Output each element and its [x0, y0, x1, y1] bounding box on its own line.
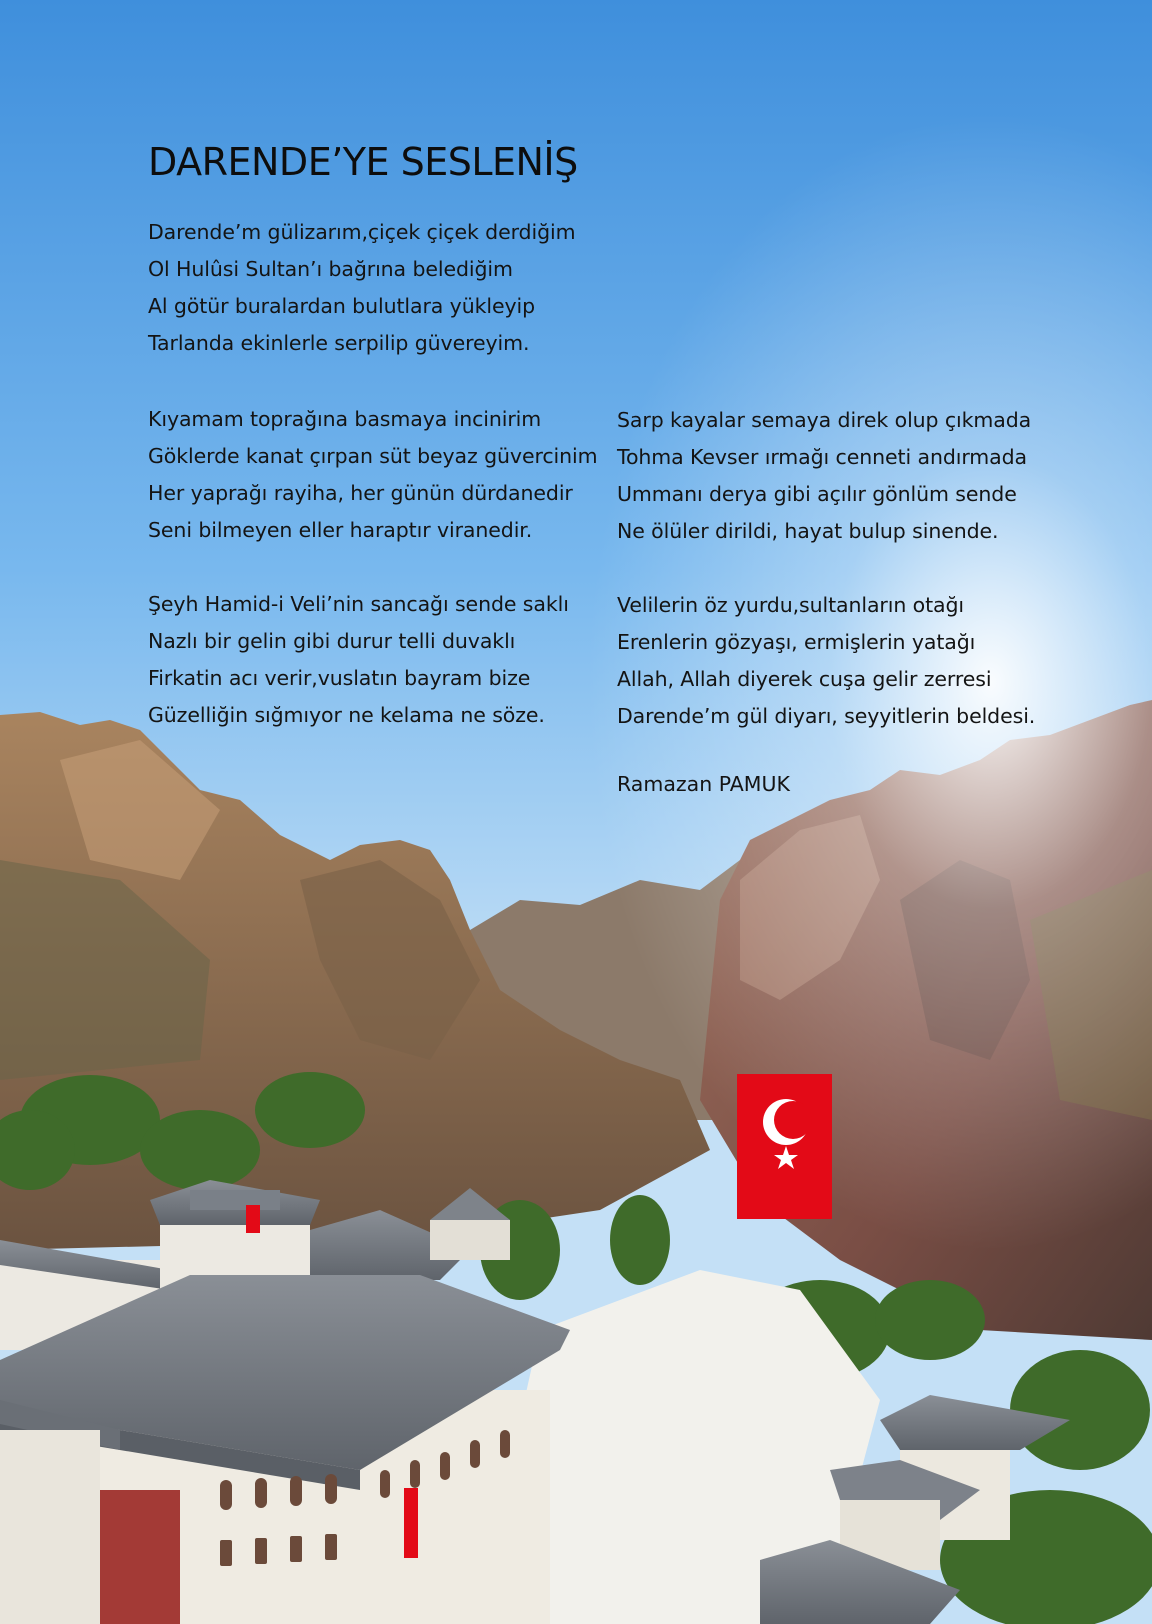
- poem-line: Firkatin acı verir,vuslatın bayram bize: [148, 666, 531, 690]
- poem-line: Erenlerin gözyaşı, ermişlerin yatağı: [617, 630, 976, 654]
- stanza-1: [148, 214, 575, 362]
- poem-line: Ol Hulûsi Sultan’ı bağrına belediğim: [148, 257, 513, 281]
- poem-line: Al götür buralardan bulutlara yükleyip: [148, 294, 536, 318]
- poem-line: Şeyh Hamid-i Veli’nin sancağı sende saklı: [148, 592, 569, 616]
- poem-line: Ummanı derya gibi açılır gönlüm sende: [617, 482, 1017, 506]
- poem-line: Darende’m gülizarım,çiçek çiçek derdiğim: [148, 220, 576, 244]
- poem-line: Tohma Kevser ırmağı cenneti andırmada: [617, 445, 1028, 469]
- poem-author: Ramazan PAMUK: [617, 772, 790, 796]
- poem-line: Sarp kayalar semaya direk olup çıkmada: [617, 408, 1032, 432]
- poem-line: Her yaprağı rayiha, her günün dürdanedir: [148, 481, 573, 505]
- poem-line: Velilerin öz yurdu,sultanların otağı: [617, 593, 965, 617]
- poem-line: Güzelliğin sığmıyor ne kelama ne söze.: [148, 703, 545, 727]
- stanza-4: [617, 402, 1031, 550]
- poem-line: Nazlı bir gelin gibi durur telli duvaklı: [148, 629, 516, 653]
- poem-line: Seni bilmeyen eller haraptır viranedir.: [148, 518, 533, 542]
- poem-line: Kıyamam toprağına basmaya incinirim: [148, 407, 542, 431]
- poem-line: Allah, Allah diyerek cuşa gelir zerresi: [617, 667, 992, 691]
- poem-title: DARENDE’YE SESLENİŞ: [148, 140, 578, 184]
- stanza-3: [148, 586, 569, 734]
- poem-line: Tarlanda ekinlerle serpilip güvereyim.: [148, 331, 530, 355]
- stanza-2: [148, 401, 597, 549]
- poem-line: Göklerde kanat çırpan süt beyaz güvercinim: [148, 444, 598, 468]
- poem-line: Ne ölüler dirildi, hayat bulup sinende.: [617, 519, 999, 543]
- stanza-5: [617, 587, 1035, 735]
- poem-line: Darende’m gül diyarı, seyyitlerin beldesi.: [617, 704, 1036, 728]
- turkish-flag: [737, 1074, 832, 1219]
